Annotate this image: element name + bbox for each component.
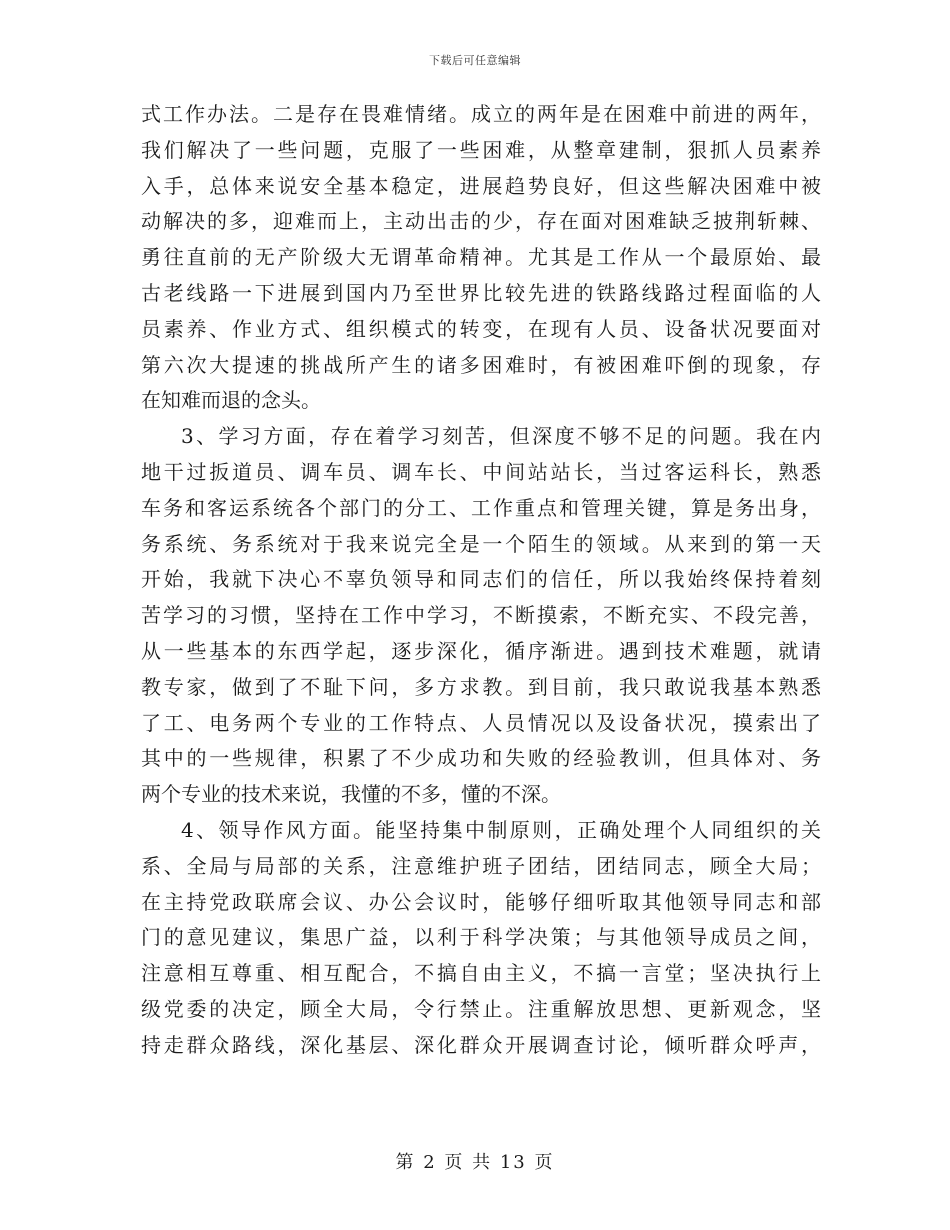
text-line: 务系统、务系统对于我来说完全是一个陌生的领域。从来到的第一天 — [141, 531, 821, 556]
text-line: 持走群众路线，深化基层、深化群众开展调查讨论，倾听群众呼声， — [141, 1032, 821, 1057]
text-line: 在主持党政联席会议、办公会议时，能够仔细听取其他领导同志和部 — [141, 889, 821, 914]
page-footer-page-number: 第 2 页 共 13 页 — [395, 1152, 555, 1173]
text-line: 4、领导作风方面。能坚持集中制原则，正确处理个人同组织的关 — [181, 817, 821, 842]
text-line: 动解决的多，迎难而上，主动出击的少，存在面对困难缺乏披荆斩棘、 — [141, 209, 821, 234]
text-line: 了工、电务两个专业的工作特点、人员情况以及设备状况，摸索出了 — [141, 710, 821, 735]
text-line: 式工作办法。二是存在畏难情绪。成立的两年是在困难中前进的两年， — [141, 102, 821, 126]
text-line: 两个专业的技术来说，我懂的不多，懂的不深。 — [141, 782, 561, 807]
text-line: 门的意见建议，集思广益，以利于科学决策；与其他领导成员之间， — [141, 925, 821, 950]
text-line: 其中的一些规律，积累了不少成功和失败的经验教训，但具体对、务 — [141, 746, 821, 771]
text-line: 古老线路一下进展到国内乃至世界比较先进的铁路线路过程面临的人 — [141, 280, 821, 305]
page-header: 下载后可任意编辑 — [429, 54, 521, 67]
text-line: 注意相互尊重、相互配合，不搞自由主义，不搞一言堂；坚决执行上 — [141, 961, 821, 986]
text-line: 员素养、作业方式、组织模式的转变，在现有人员、设备状况要面对 — [141, 316, 821, 341]
text-line: 勇往直前的无产阶级大无谓革命精神。尤其是工作从一个最原始、最 — [141, 245, 821, 270]
text-line: 苦学习的习惯，坚持在工作中学习，不断摸索，不断充实、不段完善， — [141, 603, 821, 628]
text-line: 在知难而退的念头。 — [141, 388, 321, 413]
text-line: 从一些基本的东西学起，逐步深化，循序渐进。遇到技术难题，就请 — [141, 638, 821, 663]
text-line: 开始，我就下决心不辜负领导和同志们的信任，所以我始终保持着刻 — [141, 567, 821, 592]
body-text — [141, 97, 821, 1064]
text-line: 车务和客运系统各个部门的分工、工作重点和管理关键，算是务出身， — [141, 495, 821, 520]
text-line: 地干过扳道员、调车员、调车长、中间站站长，当过客运科长，熟悉 — [141, 459, 821, 484]
text-line: 入手，总体来说安全基本稳定，进展趋势良好，但这些解决困难中被 — [141, 173, 821, 198]
text-line: 教专家，做到了不耻下问，多方求教。到目前，我只敢说我基本熟悉 — [141, 674, 821, 699]
text-line: 3、学习方面，存在着学习刻苦，但深度不够不足的问题。我在内 — [181, 424, 821, 449]
text-line: 系、全局与局部的关系，注意维护班子团结，团结同志，顾全大局； — [141, 853, 821, 878]
text-line: 第六次大提速的挑战所产生的诸多困难时，有被困难吓倒的现象，存 — [141, 352, 821, 377]
text-line: 我们解决了一些问题，克服了一些困难，从整章建制，狠抓人员素养 — [141, 137, 821, 162]
text-line: 级党委的决定，顾全大局，令行禁止。注重解放思想、更新观念，坚 — [141, 996, 821, 1021]
